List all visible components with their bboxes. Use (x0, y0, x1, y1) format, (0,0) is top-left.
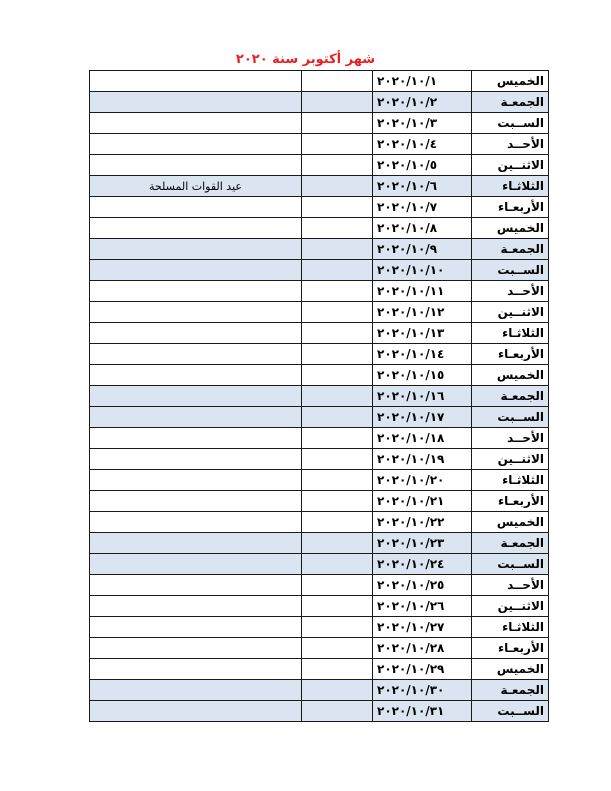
date-cell: ٢٠٢٠/١٠/٢٥ (373, 575, 472, 596)
day-cell: الســبت (472, 113, 549, 134)
blank-cell (302, 302, 373, 323)
date-cell: ٢٠٢٠/١٠/٢١ (373, 491, 472, 512)
table-row (90, 491, 549, 512)
blank-cell (302, 134, 373, 155)
blank-cell (302, 659, 373, 680)
date-cell: ٢٠٢٠/١٠/١٦ (373, 386, 472, 407)
date-cell: ٢٠٢٠/١٠/١٤ (373, 344, 472, 365)
note-cell (90, 260, 302, 281)
note-cell (90, 365, 302, 386)
note-cell (90, 491, 302, 512)
date-cell: ٢٠٢٠/١٠/٣١ (373, 701, 472, 722)
note-cell: عيد القوات المسلحة (90, 176, 302, 197)
blank-cell (302, 113, 373, 134)
blank-cell (302, 533, 373, 554)
date-cell: ٢٠٢٠/١٠/٩ (373, 239, 472, 260)
table-row (90, 512, 549, 533)
note-cell (90, 554, 302, 575)
table-row (90, 134, 549, 155)
table-row (90, 218, 549, 239)
day-cell: الأحــد (472, 134, 549, 155)
date-cell: ٢٠٢٠/١٠/١١ (373, 281, 472, 302)
table-row (90, 260, 549, 281)
date-cell: ٢٠٢٠/١٠/١٨ (373, 428, 472, 449)
date-cell: ٢٠٢٠/١٠/٢٦ (373, 596, 472, 617)
table-row (90, 386, 549, 407)
date-cell: ٢٠٢٠/١٠/١٩ (373, 449, 472, 470)
note-cell (90, 449, 302, 470)
day-cell: الخميس (472, 512, 549, 533)
date-cell: ٢٠٢٠/١٠/١٥ (373, 365, 472, 386)
table-row (90, 659, 549, 680)
day-cell: الخميس (472, 365, 549, 386)
day-cell: الثلاثـاء (472, 617, 549, 638)
date-cell: ٢٠٢٠/١٠/٢٢ (373, 512, 472, 533)
note-cell (90, 134, 302, 155)
table-row (90, 575, 549, 596)
table-row (90, 155, 549, 176)
day-cell: الخميس (472, 218, 549, 239)
note-cell (90, 680, 302, 701)
blank-cell (302, 617, 373, 638)
day-cell: الاثنــين (472, 596, 549, 617)
date-cell: ٢٠٢٠/١٠/٢٣ (373, 533, 472, 554)
blank-cell (302, 596, 373, 617)
note-cell (90, 344, 302, 365)
blank-cell (302, 365, 373, 386)
date-cell: ٢٠٢٠/١٠/١ (373, 71, 472, 92)
blank-cell (302, 638, 373, 659)
day-cell: الســبت (472, 407, 549, 428)
date-cell: ٢٠٢٠/١٠/١٠ (373, 260, 472, 281)
day-cell: الأحــد (472, 281, 549, 302)
day-cell: الســبت (472, 260, 549, 281)
table-row (90, 365, 549, 386)
table-row (90, 71, 549, 92)
day-cell: الخميس (472, 71, 549, 92)
note-cell (90, 617, 302, 638)
blank-cell (302, 281, 373, 302)
table-row (90, 638, 549, 659)
table-row (90, 701, 549, 722)
note-cell (90, 197, 302, 218)
date-cell: ٢٠٢٠/١٠/١٣ (373, 323, 472, 344)
day-cell: الثلاثـاء (472, 323, 549, 344)
date-cell: ٢٠٢٠/١٠/٥ (373, 155, 472, 176)
day-cell: الأربعـاء (472, 344, 549, 365)
blank-cell (302, 344, 373, 365)
table-row (90, 113, 549, 134)
day-cell: الجمعـة (472, 533, 549, 554)
date-cell: ٢٠٢٠/١٠/٢٨ (373, 638, 472, 659)
date-cell: ٢٠٢٠/١٠/٦ (373, 176, 472, 197)
table-row (90, 239, 549, 260)
note-cell (90, 323, 302, 344)
date-cell: ٢٠٢٠/١٠/٨ (373, 218, 472, 239)
table-row (90, 449, 549, 470)
date-cell: ٢٠٢٠/١٠/٢٧ (373, 617, 472, 638)
table-row (90, 617, 549, 638)
note-cell (90, 575, 302, 596)
blank-cell (302, 428, 373, 449)
date-cell: ٢٠٢٠/١٠/١٧ (373, 407, 472, 428)
date-cell: ٢٠٢٠/١٠/٣ (373, 113, 472, 134)
note-cell (90, 218, 302, 239)
table-row (90, 197, 549, 218)
blank-cell (302, 491, 373, 512)
date-cell: ٢٠٢٠/١٠/٣٠ (373, 680, 472, 701)
note-cell (90, 155, 302, 176)
page-title: شهر أكتوبر سنة ٢٠٢٠ (235, 52, 376, 67)
note-cell (90, 596, 302, 617)
day-cell: الســبت (472, 701, 549, 722)
blank-cell (302, 680, 373, 701)
blank-cell (302, 176, 373, 197)
day-cell: الأربعـاء (472, 197, 549, 218)
date-cell: ٢٠٢٠/١٠/٢٠ (373, 470, 472, 491)
blank-cell (302, 575, 373, 596)
blank-cell (302, 71, 373, 92)
table-row (90, 470, 549, 491)
table-row (90, 428, 549, 449)
blank-cell (302, 92, 373, 113)
blank-cell (302, 197, 373, 218)
blank-cell (302, 470, 373, 491)
table-row (90, 302, 549, 323)
day-cell: الأحــد (472, 428, 549, 449)
day-cell: الأحــد (472, 575, 549, 596)
table-row (90, 680, 549, 701)
date-cell: ٢٠٢٠/١٠/٢ (373, 92, 472, 113)
date-cell: ٢٠٢٠/١٠/١٢ (373, 302, 472, 323)
date-cell: ٢٠٢٠/١٠/٢٩ (373, 659, 472, 680)
blank-cell (302, 239, 373, 260)
date-cell: ٢٠٢٠/١٠/٧ (373, 197, 472, 218)
calendar-body (90, 71, 549, 722)
blank-cell (302, 554, 373, 575)
table-row (90, 596, 549, 617)
note-cell (90, 113, 302, 134)
note-cell (90, 533, 302, 554)
day-cell: الثلاثـاء (472, 470, 549, 491)
table-row (90, 407, 549, 428)
note-cell (90, 701, 302, 722)
blank-cell (302, 155, 373, 176)
note-cell (90, 470, 302, 491)
blank-cell (302, 701, 373, 722)
table-row (90, 323, 549, 344)
date-cell: ٢٠٢٠/١٠/٢٤ (373, 554, 472, 575)
day-cell: الأربعـاء (472, 638, 549, 659)
day-cell: الجمعـة (472, 680, 549, 701)
day-cell: الاثنــين (472, 449, 549, 470)
day-cell: الجمعـة (472, 239, 549, 260)
day-cell: الخميس (472, 659, 549, 680)
table-row (90, 176, 549, 197)
table-row (90, 281, 549, 302)
note-cell (90, 71, 302, 92)
note-cell (90, 281, 302, 302)
note-cell (90, 407, 302, 428)
note-cell (90, 386, 302, 407)
note-cell (90, 239, 302, 260)
day-cell: الثلاثـاء (472, 176, 549, 197)
table-row (90, 92, 549, 113)
day-cell: الاثنــين (472, 155, 549, 176)
day-cell: الأربعـاء (472, 491, 549, 512)
table-row (90, 554, 549, 575)
day-cell: الجمعـة (472, 386, 549, 407)
blank-cell (302, 323, 373, 344)
blank-cell (302, 260, 373, 281)
day-cell: الجمعـة (472, 92, 549, 113)
table-row (90, 533, 549, 554)
date-cell: ٢٠٢٠/١٠/٤ (373, 134, 472, 155)
blank-cell (302, 512, 373, 533)
day-cell: الاثنــين (472, 302, 549, 323)
note-cell (90, 92, 302, 113)
note-cell (90, 659, 302, 680)
blank-cell (302, 407, 373, 428)
calendar-table (89, 70, 549, 722)
table-row (90, 344, 549, 365)
note-cell (90, 512, 302, 533)
blank-cell (302, 386, 373, 407)
blank-cell (302, 218, 373, 239)
day-cell: الســبت (472, 554, 549, 575)
blank-cell (302, 449, 373, 470)
note-cell (90, 428, 302, 449)
note-cell (90, 638, 302, 659)
note-cell (90, 302, 302, 323)
